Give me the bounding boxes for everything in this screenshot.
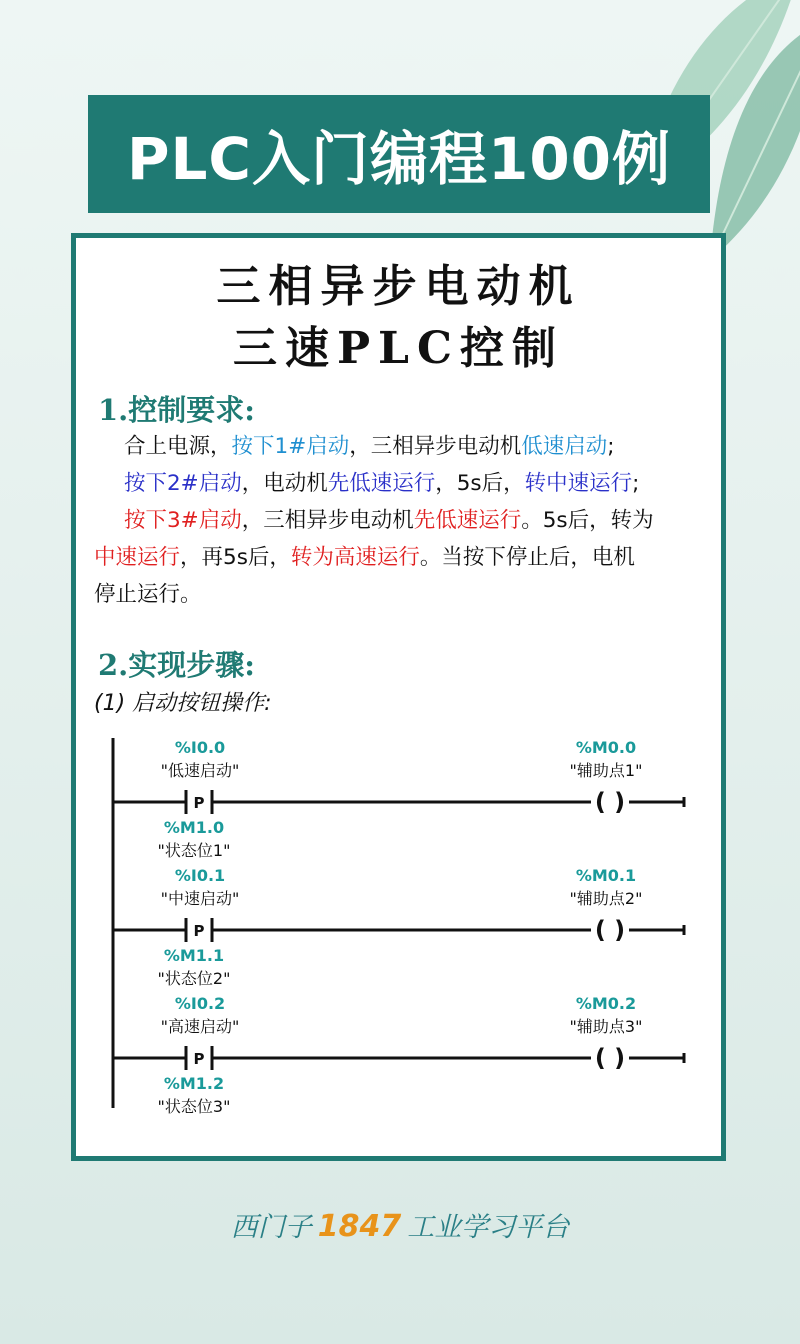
section2-heading: 2.实现步骤: xyxy=(98,648,255,682)
coil-address: %M0.0 xyxy=(575,738,637,757)
footer-brand xyxy=(0,1205,800,1244)
text-run: ，再5s后， xyxy=(180,545,291,570)
footer-right: 工业学习平台 xyxy=(407,1212,570,1243)
state-address: %M1.2 xyxy=(163,1074,225,1093)
state-name: "状态位1" xyxy=(157,841,231,860)
state-name: "状态位2" xyxy=(157,969,231,988)
text-run: 按下1#启动 xyxy=(231,434,350,459)
text-run: 先低速运行 xyxy=(413,508,522,533)
text-run: 停止运行。 xyxy=(94,582,202,607)
input-address: %I0.1 xyxy=(174,866,226,885)
text-run: 中速运行 xyxy=(94,545,181,570)
text-run: 按下2#启动 xyxy=(124,471,242,496)
input-address: %I0.2 xyxy=(174,994,226,1013)
input-name: "中速启动" xyxy=(160,889,240,908)
p-contact-label: P xyxy=(193,794,205,812)
footer-number: 1847 xyxy=(317,1209,402,1244)
coil-address: %M0.1 xyxy=(575,866,637,885)
input-name: "高速启动" xyxy=(160,1017,240,1036)
section1-heading: 1.控制要求: xyxy=(98,393,255,427)
coil-name: "辅助点2" xyxy=(569,889,643,908)
text-run: ; xyxy=(607,434,615,459)
coil-symbol: ( ) xyxy=(594,916,626,944)
input-address: %I0.0 xyxy=(174,738,226,757)
coil-name: "辅助点1" xyxy=(569,761,643,780)
coil-address: %M0.2 xyxy=(575,994,637,1013)
text-run: ，5s后， xyxy=(435,471,525,496)
text-run: 先低速运行 xyxy=(327,471,436,496)
text-run: 按下3#启动 xyxy=(124,508,242,533)
ladder-diagram xyxy=(76,238,721,1156)
text-run: 。当按下停止后，电机 xyxy=(419,545,635,570)
text-run: 。5s后，转为 xyxy=(521,508,654,533)
state-address: %M1.1 xyxy=(163,946,225,965)
state-address: %M1.0 xyxy=(163,818,225,837)
state-name: "状态位3" xyxy=(157,1097,231,1116)
footer-left: 西门子 xyxy=(230,1212,312,1243)
banner-title: PLC入门编程100例 xyxy=(88,95,710,213)
section2-subheading: (1) 启动按钮操作: xyxy=(94,691,272,716)
text-run: 低速启动 xyxy=(521,434,608,459)
card-title-line2: 三速PLC控制 xyxy=(232,323,565,374)
text-run: 转中速运行 xyxy=(524,471,633,496)
text-run: 转为高速运行 xyxy=(290,545,420,570)
text-run: 合上电源， xyxy=(124,434,232,459)
input-name: "低速启动" xyxy=(160,761,240,780)
content-card xyxy=(71,233,726,1161)
card-title-line1: 三相异步电动机 xyxy=(216,261,581,312)
coil-symbol: ( ) xyxy=(594,1044,626,1072)
text-run: ，电动机 xyxy=(241,471,328,496)
p-contact-label: P xyxy=(193,922,205,940)
p-contact-label: P xyxy=(193,1050,205,1068)
text-run: ，三相异步电动机 xyxy=(349,434,522,459)
coil-name: "辅助点3" xyxy=(569,1017,643,1036)
text-run: ，三相异步电动机 xyxy=(241,508,414,533)
text-run: ; xyxy=(632,471,640,496)
coil-symbol: ( ) xyxy=(594,788,626,816)
